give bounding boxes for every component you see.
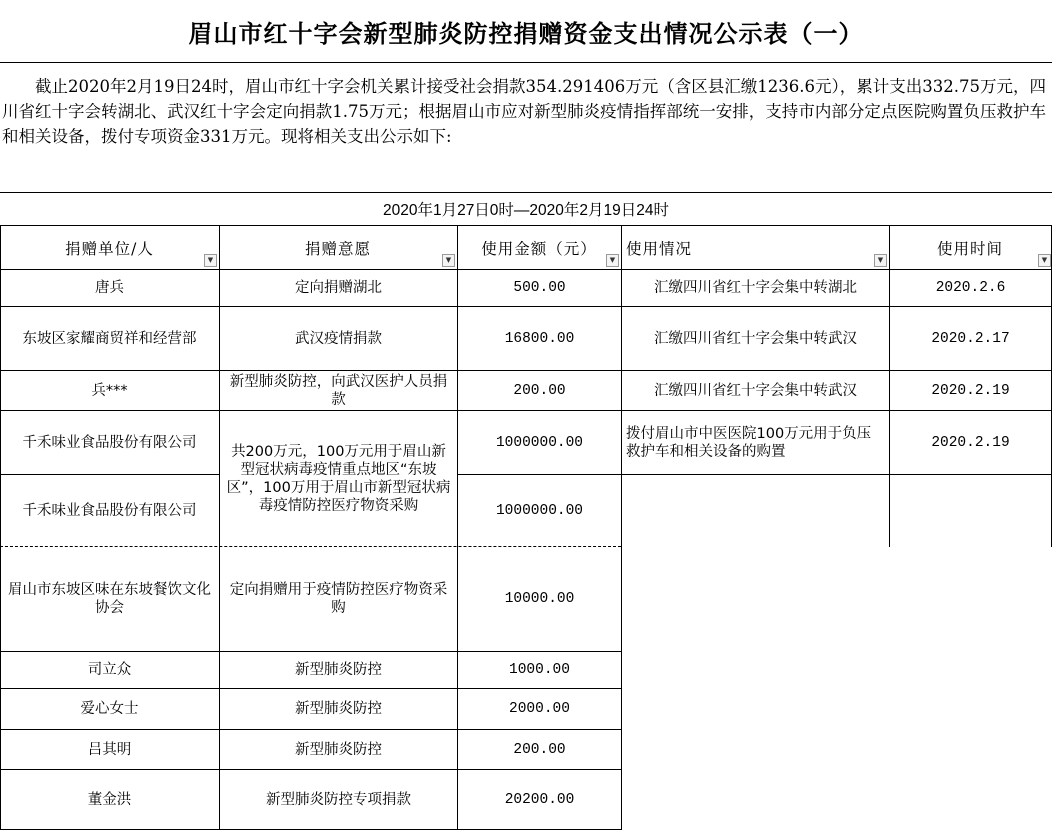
cell-intent: 新型肺炎防控专项捐款	[266, 791, 411, 808]
cell-donor: 千禾味业食品股份有限公司	[22, 502, 197, 519]
header-amount: 使用金额（元）	[481, 239, 597, 258]
cell-usage: 汇缴四川省红十字会集中转湖北	[654, 280, 857, 296]
cell-amount: 1000000.00	[495, 502, 583, 519]
cell-donor: 爱心女士	[80, 701, 139, 717]
cell-date: 2020.2.17	[931, 330, 1010, 347]
period-label: 2020年1月27日0时—2020年2月19日24时	[382, 202, 670, 219]
cell-donor: 东坡区家耀商贸祥和经营部	[22, 330, 197, 347]
cell-intent: 新型肺炎防控	[295, 701, 382, 717]
cell-intent: 新型肺炎防控	[295, 662, 382, 678]
cell-intent: 武汉疫情捐款	[295, 330, 382, 347]
title-divider	[0, 62, 1052, 63]
cell-usage: 汇缴四川省红十字会集中转武汉	[654, 382, 857, 399]
cell-amount: 200.00	[513, 741, 566, 758]
cell-date: 2020.2.6	[935, 280, 1006, 296]
cell-donor: 吕其明	[87, 741, 132, 758]
cell-amount: 16800.00	[504, 330, 575, 347]
cell-intent: 定向捐赠湖北	[295, 280, 382, 296]
cell-amount: 500.00	[513, 280, 566, 296]
header-intent: 捐赠意愿	[304, 239, 371, 258]
cell-merged-usage: 拨付眉山市中医医院100万元用于负压救护车和相关设备的购置	[626, 425, 872, 460]
cell-intent: 新型肺炎防控	[295, 741, 382, 758]
cell-amount: 1000000.00	[495, 434, 583, 451]
dropdown-arrow-icon[interactable]: ▼	[204, 254, 217, 267]
cell-usage: 汇缴四川省红十字会集中转武汉	[654, 330, 857, 347]
header-date: 使用时间	[936, 239, 1003, 258]
cell-donor: 唐兵	[95, 280, 124, 296]
cell-donor: 千禾味业食品股份有限公司	[22, 434, 197, 451]
dropdown-arrow-icon[interactable]: ▼	[1038, 254, 1051, 267]
cell-amount: 10000.00	[504, 591, 575, 607]
cell-intent: 新型肺炎防控，向武汉医护人员捐款	[229, 373, 448, 408]
header-usage: 使用情况	[626, 239, 693, 258]
header-donor: 捐赠单位/人	[65, 239, 154, 258]
cell-donor: 司立众	[87, 662, 132, 678]
cell-amount: 1000.00	[509, 662, 570, 678]
cell-donor: 兵***	[91, 382, 128, 399]
intro-paragraph: 截止2020年2月19日24时，眉山市红十字会机关累计接受社会捐款354.291406万元（含区县汇缴1236.6元），累计支出332.75万元，四川省红十字会转湖北、武汉红十字会定向捐款1.75万元；根据眉山市应对新型肺炎疫情指挥部统一安排，支持市内部分定点医院购置负压救护车和相关设备，拨付专项资金331万元。现将相关支出公示如下:	[2, 77, 1046, 146]
cell-intent: 定向捐赠用于疫情防控医疗物资采购	[229, 582, 448, 616]
cell-merged-intent: 共200万元，100万元用于眉山新型冠状病毒疫情重点地区“东坡区”，100万用于眉山市新型冠状病毒疫情防控医疗物资采购	[226, 443, 451, 514]
dropdown-arrow-icon[interactable]: ▼	[606, 254, 619, 267]
cell-merged-date: 2020.2.19	[931, 434, 1010, 451]
cell-date: 2020.2.19	[931, 382, 1010, 399]
cell-donor: 眉山市东坡区味在东坡餐饮文化协会	[8, 582, 211, 616]
dropdown-arrow-icon[interactable]: ▼	[874, 254, 887, 267]
cell-donor: 董金洪	[87, 791, 132, 808]
cell-amount: 2000.00	[509, 701, 570, 717]
cell-amount: 20200.00	[504, 791, 575, 808]
page-title: 眉山市红十字会新型肺炎防控捐赠资金支出情况公示表（一）	[188, 19, 864, 48]
dropdown-arrow-icon[interactable]: ▼	[442, 254, 455, 267]
cell-amount: 200.00	[513, 382, 566, 399]
